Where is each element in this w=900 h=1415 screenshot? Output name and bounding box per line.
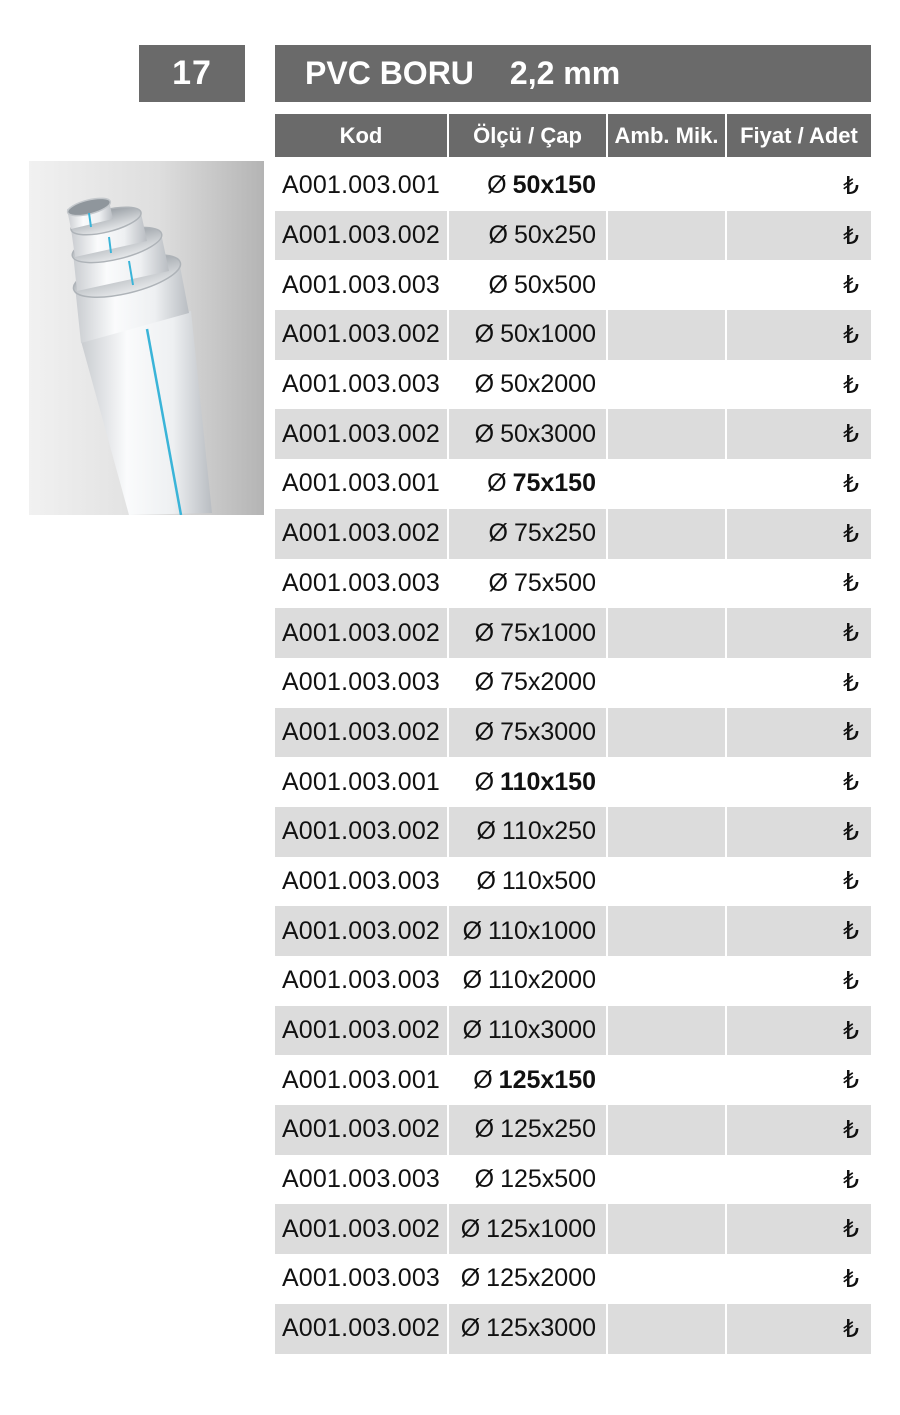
lira-icon: ₺	[727, 1006, 871, 1056]
diameter-symbol: Ø	[460, 1264, 481, 1293]
size-value: 50x150	[512, 171, 596, 200]
lira-icon: ₺	[727, 509, 871, 559]
size-value: 75x250	[513, 519, 596, 548]
size-cell	[449, 658, 608, 708]
lira-icon: ₺	[727, 1304, 871, 1354]
diameter-symbol: Ø	[462, 916, 483, 945]
lira-icon: ₺	[727, 857, 871, 907]
product-code: A001.003.002	[275, 1204, 449, 1254]
size-value: 75x2000	[500, 668, 596, 697]
product-code: A001.003.001	[275, 757, 449, 807]
header-olcu: Ölçü / Çap	[449, 114, 608, 161]
table-row	[275, 807, 871, 857]
table-row	[275, 1155, 871, 1205]
table-row	[275, 1055, 871, 1105]
product-code: A001.003.002	[275, 509, 449, 559]
table-row	[275, 1304, 871, 1354]
lira-icon: ₺	[727, 409, 871, 459]
product-code: A001.003.002	[275, 310, 449, 360]
wall-thickness: 2,2 mm	[509, 55, 621, 91]
product-code: A001.003.002	[275, 608, 449, 658]
size-value: 110x3000	[488, 1016, 596, 1045]
size-value: 50x2000	[500, 370, 596, 399]
diameter-symbol: Ø	[476, 866, 496, 895]
product-code: A001.003.003	[275, 658, 449, 708]
size-value: 110x500	[501, 866, 596, 895]
diameter-symbol: Ø	[476, 817, 496, 846]
lira-icon: ₺	[727, 161, 871, 211]
package-quantity	[608, 260, 727, 310]
package-quantity	[608, 509, 727, 559]
size-cell	[449, 1304, 608, 1354]
table-row	[275, 857, 871, 907]
size-value: 50x1000	[500, 320, 596, 349]
table-row	[275, 360, 871, 410]
package-quantity	[608, 906, 727, 956]
table-row	[275, 161, 871, 211]
lira-icon: ₺	[727, 956, 871, 1006]
table-body	[275, 161, 871, 1354]
package-quantity	[608, 608, 727, 658]
product-code: A001.003.002	[275, 807, 449, 857]
lira-icon: ₺	[727, 807, 871, 857]
size-value: 50x250	[513, 221, 596, 250]
package-quantity	[608, 459, 727, 509]
product-code: A001.003.001	[275, 161, 449, 211]
package-quantity	[608, 1055, 727, 1105]
size-cell	[449, 559, 608, 609]
size-cell	[449, 1105, 608, 1155]
diameter-symbol: Ø	[460, 1314, 481, 1343]
table-row	[275, 757, 871, 807]
diameter-symbol: Ø	[474, 1115, 495, 1144]
package-quantity	[608, 708, 727, 758]
size-value: 75x500	[513, 568, 596, 597]
white-pvc-pipes-image	[29, 161, 264, 515]
package-quantity	[608, 1204, 727, 1254]
package-quantity	[608, 757, 727, 807]
size-cell	[449, 211, 608, 261]
lira-icon: ₺	[727, 360, 871, 410]
table-row	[275, 509, 871, 559]
product-code: A001.003.002	[275, 211, 449, 261]
size-cell	[449, 409, 608, 459]
table-row	[275, 260, 871, 310]
page-number: 17	[139, 45, 245, 102]
size-value: 75x150	[512, 469, 596, 498]
size-cell	[449, 459, 608, 509]
product-code: A001.003.001	[275, 459, 449, 509]
product-code: A001.003.003	[275, 1254, 449, 1304]
diameter-symbol: Ø	[487, 469, 507, 498]
product-code: A001.003.003	[275, 1155, 449, 1205]
package-quantity	[608, 857, 727, 907]
diameter-symbol: Ø	[474, 320, 495, 349]
package-quantity	[608, 310, 727, 360]
size-cell	[449, 807, 608, 857]
table-row	[275, 1105, 871, 1155]
diameter-symbol: Ø	[473, 1065, 493, 1094]
size-cell	[449, 608, 608, 658]
package-quantity	[608, 409, 727, 459]
product-code: A001.003.003	[275, 260, 449, 310]
product-code: A001.003.002	[275, 906, 449, 956]
size-value: 125x500	[500, 1165, 596, 1194]
size-cell	[449, 1055, 608, 1105]
diameter-symbol: Ø	[462, 1016, 483, 1045]
diameter-symbol: Ø	[474, 668, 495, 697]
size-value: 75x3000	[500, 717, 596, 746]
header-kod: Kod	[275, 114, 449, 161]
size-cell	[449, 1155, 608, 1205]
package-quantity	[608, 807, 727, 857]
size-cell	[449, 310, 608, 360]
package-quantity	[608, 211, 727, 261]
diameter-symbol: Ø	[474, 717, 495, 746]
lira-icon: ₺	[727, 260, 871, 310]
price-table	[275, 114, 871, 1354]
size-cell	[449, 857, 608, 907]
table-row	[275, 658, 871, 708]
product-code: A001.003.003	[275, 360, 449, 410]
diameter-symbol: Ø	[488, 221, 508, 250]
size-value: 125x2000	[486, 1264, 596, 1293]
lira-icon: ₺	[727, 1204, 871, 1254]
size-value: 50x500	[513, 270, 596, 299]
table-row	[275, 1204, 871, 1254]
table-row	[275, 459, 871, 509]
lira-icon: ₺	[727, 906, 871, 956]
diameter-symbol: Ø	[488, 270, 508, 299]
size-value: 110x1000	[488, 916, 596, 945]
lira-icon: ₺	[727, 708, 871, 758]
package-quantity	[608, 956, 727, 1006]
pvc-pipes-illustration	[29, 161, 264, 515]
lira-icon: ₺	[727, 459, 871, 509]
product-title: PVC BORU	[305, 55, 474, 91]
lira-icon: ₺	[727, 310, 871, 360]
size-cell	[449, 161, 608, 211]
table-row	[275, 1006, 871, 1056]
size-cell	[449, 260, 608, 310]
table-row	[275, 708, 871, 758]
size-cell	[449, 708, 608, 758]
package-quantity	[608, 360, 727, 410]
table-row	[275, 559, 871, 609]
lira-icon: ₺	[727, 757, 871, 807]
size-cell	[449, 1254, 608, 1304]
size-cell	[449, 360, 608, 410]
lira-icon: ₺	[727, 559, 871, 609]
table-row	[275, 608, 871, 658]
lira-icon: ₺	[727, 1254, 871, 1304]
diameter-symbol: Ø	[488, 568, 508, 597]
lira-icon: ₺	[727, 1105, 871, 1155]
diameter-symbol: Ø	[487, 171, 507, 200]
size-value: 125x3000	[486, 1314, 596, 1343]
package-quantity	[608, 658, 727, 708]
header-amb: Amb. Mik.	[608, 114, 727, 161]
lira-icon: ₺	[727, 1155, 871, 1205]
title-bar	[275, 45, 871, 102]
product-code: A001.003.001	[275, 1055, 449, 1105]
size-cell	[449, 757, 608, 807]
table-row	[275, 956, 871, 1006]
size-cell	[449, 1006, 608, 1056]
size-value: 50x3000	[500, 419, 596, 448]
lira-icon: ₺	[727, 1055, 871, 1105]
lira-icon: ₺	[727, 658, 871, 708]
size-value: 110x2000	[488, 966, 596, 995]
package-quantity	[608, 1155, 727, 1205]
diameter-symbol: Ø	[462, 966, 483, 995]
table-row	[275, 211, 871, 261]
size-value: 110x150	[500, 767, 596, 796]
size-value: 125x150	[498, 1065, 596, 1094]
table-row	[275, 409, 871, 459]
product-code: A001.003.002	[275, 708, 449, 758]
size-cell	[449, 906, 608, 956]
package-quantity	[608, 161, 727, 211]
package-quantity	[608, 1254, 727, 1304]
size-value: 110x250	[501, 817, 596, 846]
lira-icon: ₺	[727, 211, 871, 261]
product-code: A001.003.003	[275, 956, 449, 1006]
size-value: 125x1000	[486, 1214, 596, 1243]
diameter-symbol: Ø	[460, 1214, 481, 1243]
diameter-symbol: Ø	[474, 419, 495, 448]
product-code: A001.003.002	[275, 1006, 449, 1056]
product-code: A001.003.003	[275, 559, 449, 609]
diameter-symbol: Ø	[474, 370, 495, 399]
table-row	[275, 310, 871, 360]
package-quantity	[608, 1304, 727, 1354]
table-row	[275, 1254, 871, 1304]
size-cell	[449, 509, 608, 559]
lira-icon: ₺	[727, 608, 871, 658]
diameter-symbol: Ø	[474, 1165, 495, 1194]
table-row	[275, 906, 871, 956]
diameter-symbol: Ø	[474, 767, 495, 796]
size-cell	[449, 1204, 608, 1254]
size-cell	[449, 956, 608, 1006]
size-value: 125x250	[500, 1115, 596, 1144]
package-quantity	[608, 1105, 727, 1155]
diameter-symbol: Ø	[488, 519, 508, 548]
product-code: A001.003.002	[275, 409, 449, 459]
header-fiyat: Fiyat / Adet	[727, 114, 871, 161]
product-code: A001.003.002	[275, 1304, 449, 1354]
table-header-row	[275, 114, 871, 161]
product-code: A001.003.003	[275, 857, 449, 907]
diameter-symbol: Ø	[474, 618, 495, 647]
package-quantity	[608, 559, 727, 609]
product-code: A001.003.002	[275, 1105, 449, 1155]
size-value: 75x1000	[500, 618, 596, 647]
package-quantity	[608, 1006, 727, 1056]
